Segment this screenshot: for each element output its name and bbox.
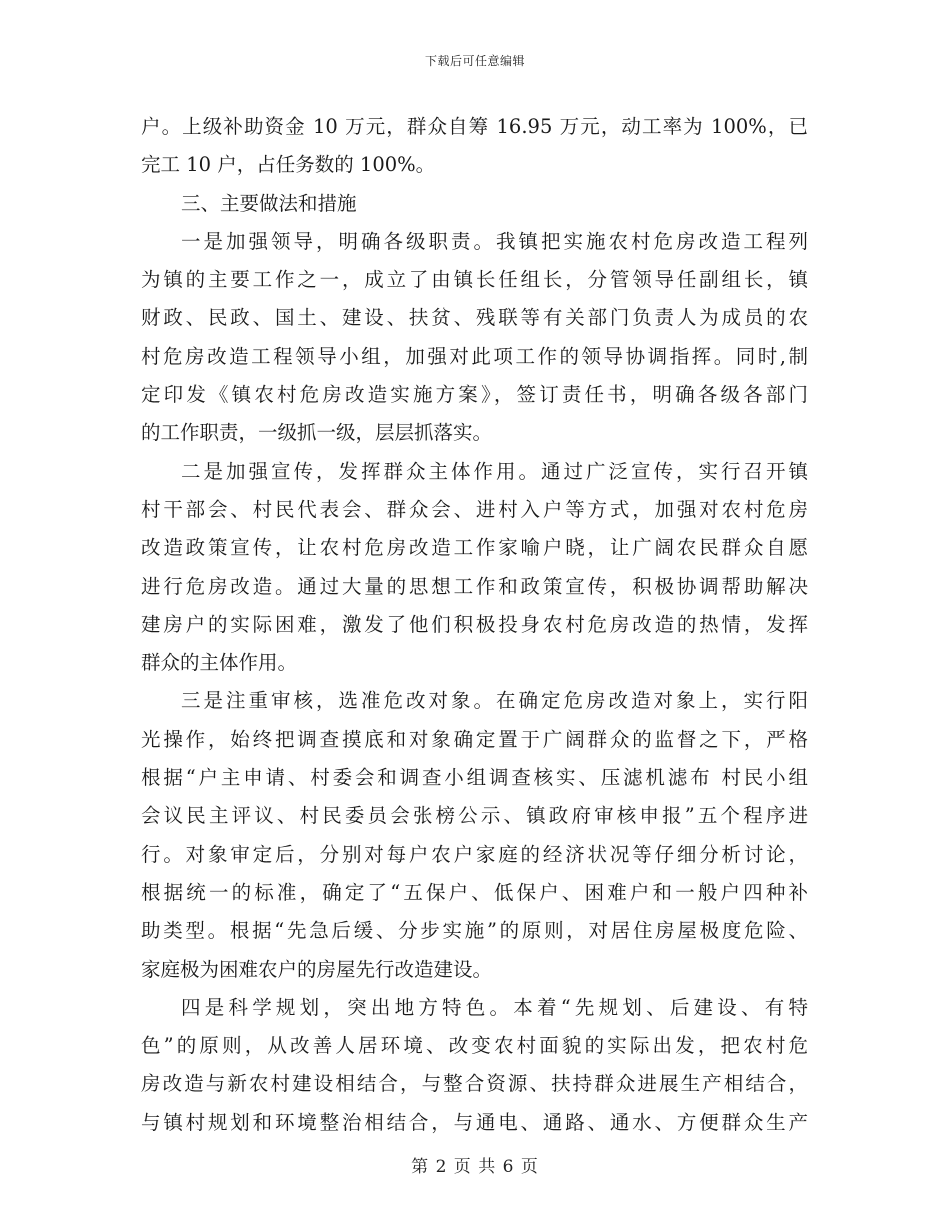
text-line: 家庭极为困难农户的房屋先行改造建设。 — [141, 957, 493, 981]
text-line: 定印发《镇农村危房改造实施方案》，签订责任书，明确各级各部门 — [141, 383, 808, 407]
text-line: 为镇的主要工作之一，成立了由镇长任组长，分管领导任副组长，镇 — [141, 268, 808, 292]
section-heading: 三、主要做法和措施 — [181, 191, 357, 215]
text-line: 财政、民政、国土、建设、扶贫、残联等有关部门负责人为成员的农 — [141, 306, 808, 330]
text-line: 群众的主体作用。 — [141, 651, 298, 675]
text-line: 色”的原则，从改善人居环境、改变农村面貌的实际出发，把农村危 — [141, 1034, 808, 1058]
text-line: 与镇村规划和环境整治相结合，与通电、通路、通水、方便群众生产 — [141, 1110, 808, 1134]
text-line: 行。对象审定后，分别对每户农户家庭的经济状况等仔细分析讨论， — [141, 842, 808, 866]
text-line: 建房户的实际困难，激发了他们积极投身农村危房改造的热情，发挥 — [141, 612, 808, 636]
text-line: 户。上级补助资金 10 万元，群众自筹 16.95 万元，动工率为 100%，已 — [141, 115, 808, 138]
text-line: 村危房改造工程领导小组，加强对此项工作的领导协调指挥。同时,制 — [141, 344, 808, 368]
document-body — [141, 108, 808, 1142]
text-line: 会议民主评议、村民委员会张榜公示、镇政府审核申报”五个程序进 — [141, 804, 808, 828]
text-line: 的工作职责，一级抓一级，层层抓落实。 — [141, 421, 493, 445]
text-line: 二是加强宣传，发挥群众主体作用。通过广泛宣传，实行召开镇 — [181, 459, 808, 483]
text-line: 村干部会、村民代表会、群众会、进村入户等方式，加强对农村危房 — [141, 497, 808, 521]
text-line: 一是加强领导，明确各级职责。我镇把实施农村危房改造工程列 — [181, 229, 808, 253]
text-line: 光操作，始终把调查摸底和对象确定置于广阔群众的监督之下，严格 — [141, 727, 808, 751]
text-line: 房改造与新农村建设相结合，与整合资源、扶持群众进展生产相结合， — [141, 1072, 808, 1096]
text-line: 改造政策宣传，让农村危房改造工作家喻户晓，让广阔农民群众自愿 — [141, 536, 808, 560]
page-header: 下载后可任意编辑 — [424, 54, 525, 68]
text-line: 完工 10 户，占任务数的 100%。 — [141, 153, 436, 177]
page-footer: 第 2 页 共 6 页 — [411, 1157, 539, 1177]
text-line: 根据统一的标准，确定了“五保户、低保户、困难户和一般户四种补 — [141, 880, 808, 904]
text-line: 进行危房改造。通过大量的思想工作和政策宣传，积极协调帮助解决 — [141, 574, 808, 598]
text-line: 四是科学规划，突出地方特色。本着“先规划、后建设、有特 — [181, 995, 808, 1019]
text-line: 根据“户主申请、村委会和调查小组调查核实、压滤机滤布 村民小组 — [141, 766, 808, 790]
text-line: 助类型。根据“先急后缓、分步实施”的原则，对居住房屋极度危险、 — [141, 919, 808, 943]
text-line: 三是注重审核，选准危改对象。在确定危房改造对象上，实行阳 — [181, 689, 808, 713]
